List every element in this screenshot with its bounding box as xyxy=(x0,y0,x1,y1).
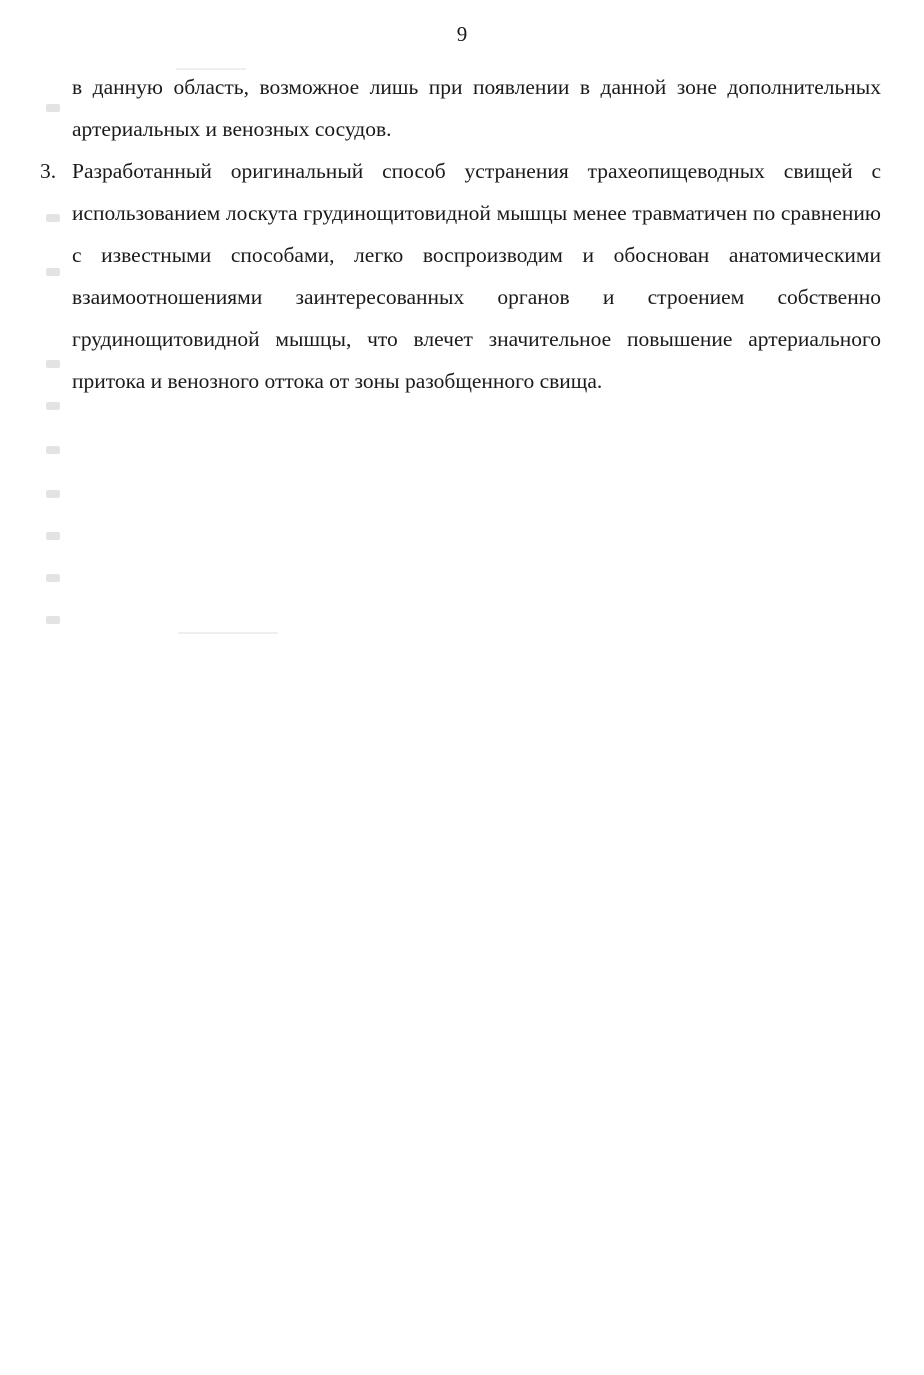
list-item-text: Разработанный оригинальный способ устранения трахеопищеводных свищей с использованием лоскута грудинощитовидной мышцы менее травматичен по сравнению с известными способами, легко воспроизводим и обоснован анатомическими взаимоотношениями заинтересованных органов и строением собственно грудинощитовидной мышцы, что влечет значительное повышение артериального притока и венозного оттока от зоны разобщенного свища. xyxy=(72,159,881,393)
list-item-number: 3. xyxy=(40,159,57,183)
scan-artifact xyxy=(46,360,60,368)
scan-artifact xyxy=(46,616,60,624)
scan-artifact xyxy=(178,632,278,634)
scan-artifact xyxy=(46,574,60,582)
page-number: 9 xyxy=(456,22,468,46)
scan-artifact xyxy=(46,214,60,222)
paragraph-continuation: в данную область, возможное лишь при появлении в данной зоне дополнительных артериальных и венозных сосудов. xyxy=(72,75,881,141)
scan-artifact xyxy=(46,104,60,112)
scan-artifact xyxy=(46,532,60,540)
scan-artifact xyxy=(46,490,60,498)
scan-artifact xyxy=(46,446,60,454)
scan-artifact xyxy=(46,402,60,410)
scan-artifact xyxy=(46,268,60,276)
